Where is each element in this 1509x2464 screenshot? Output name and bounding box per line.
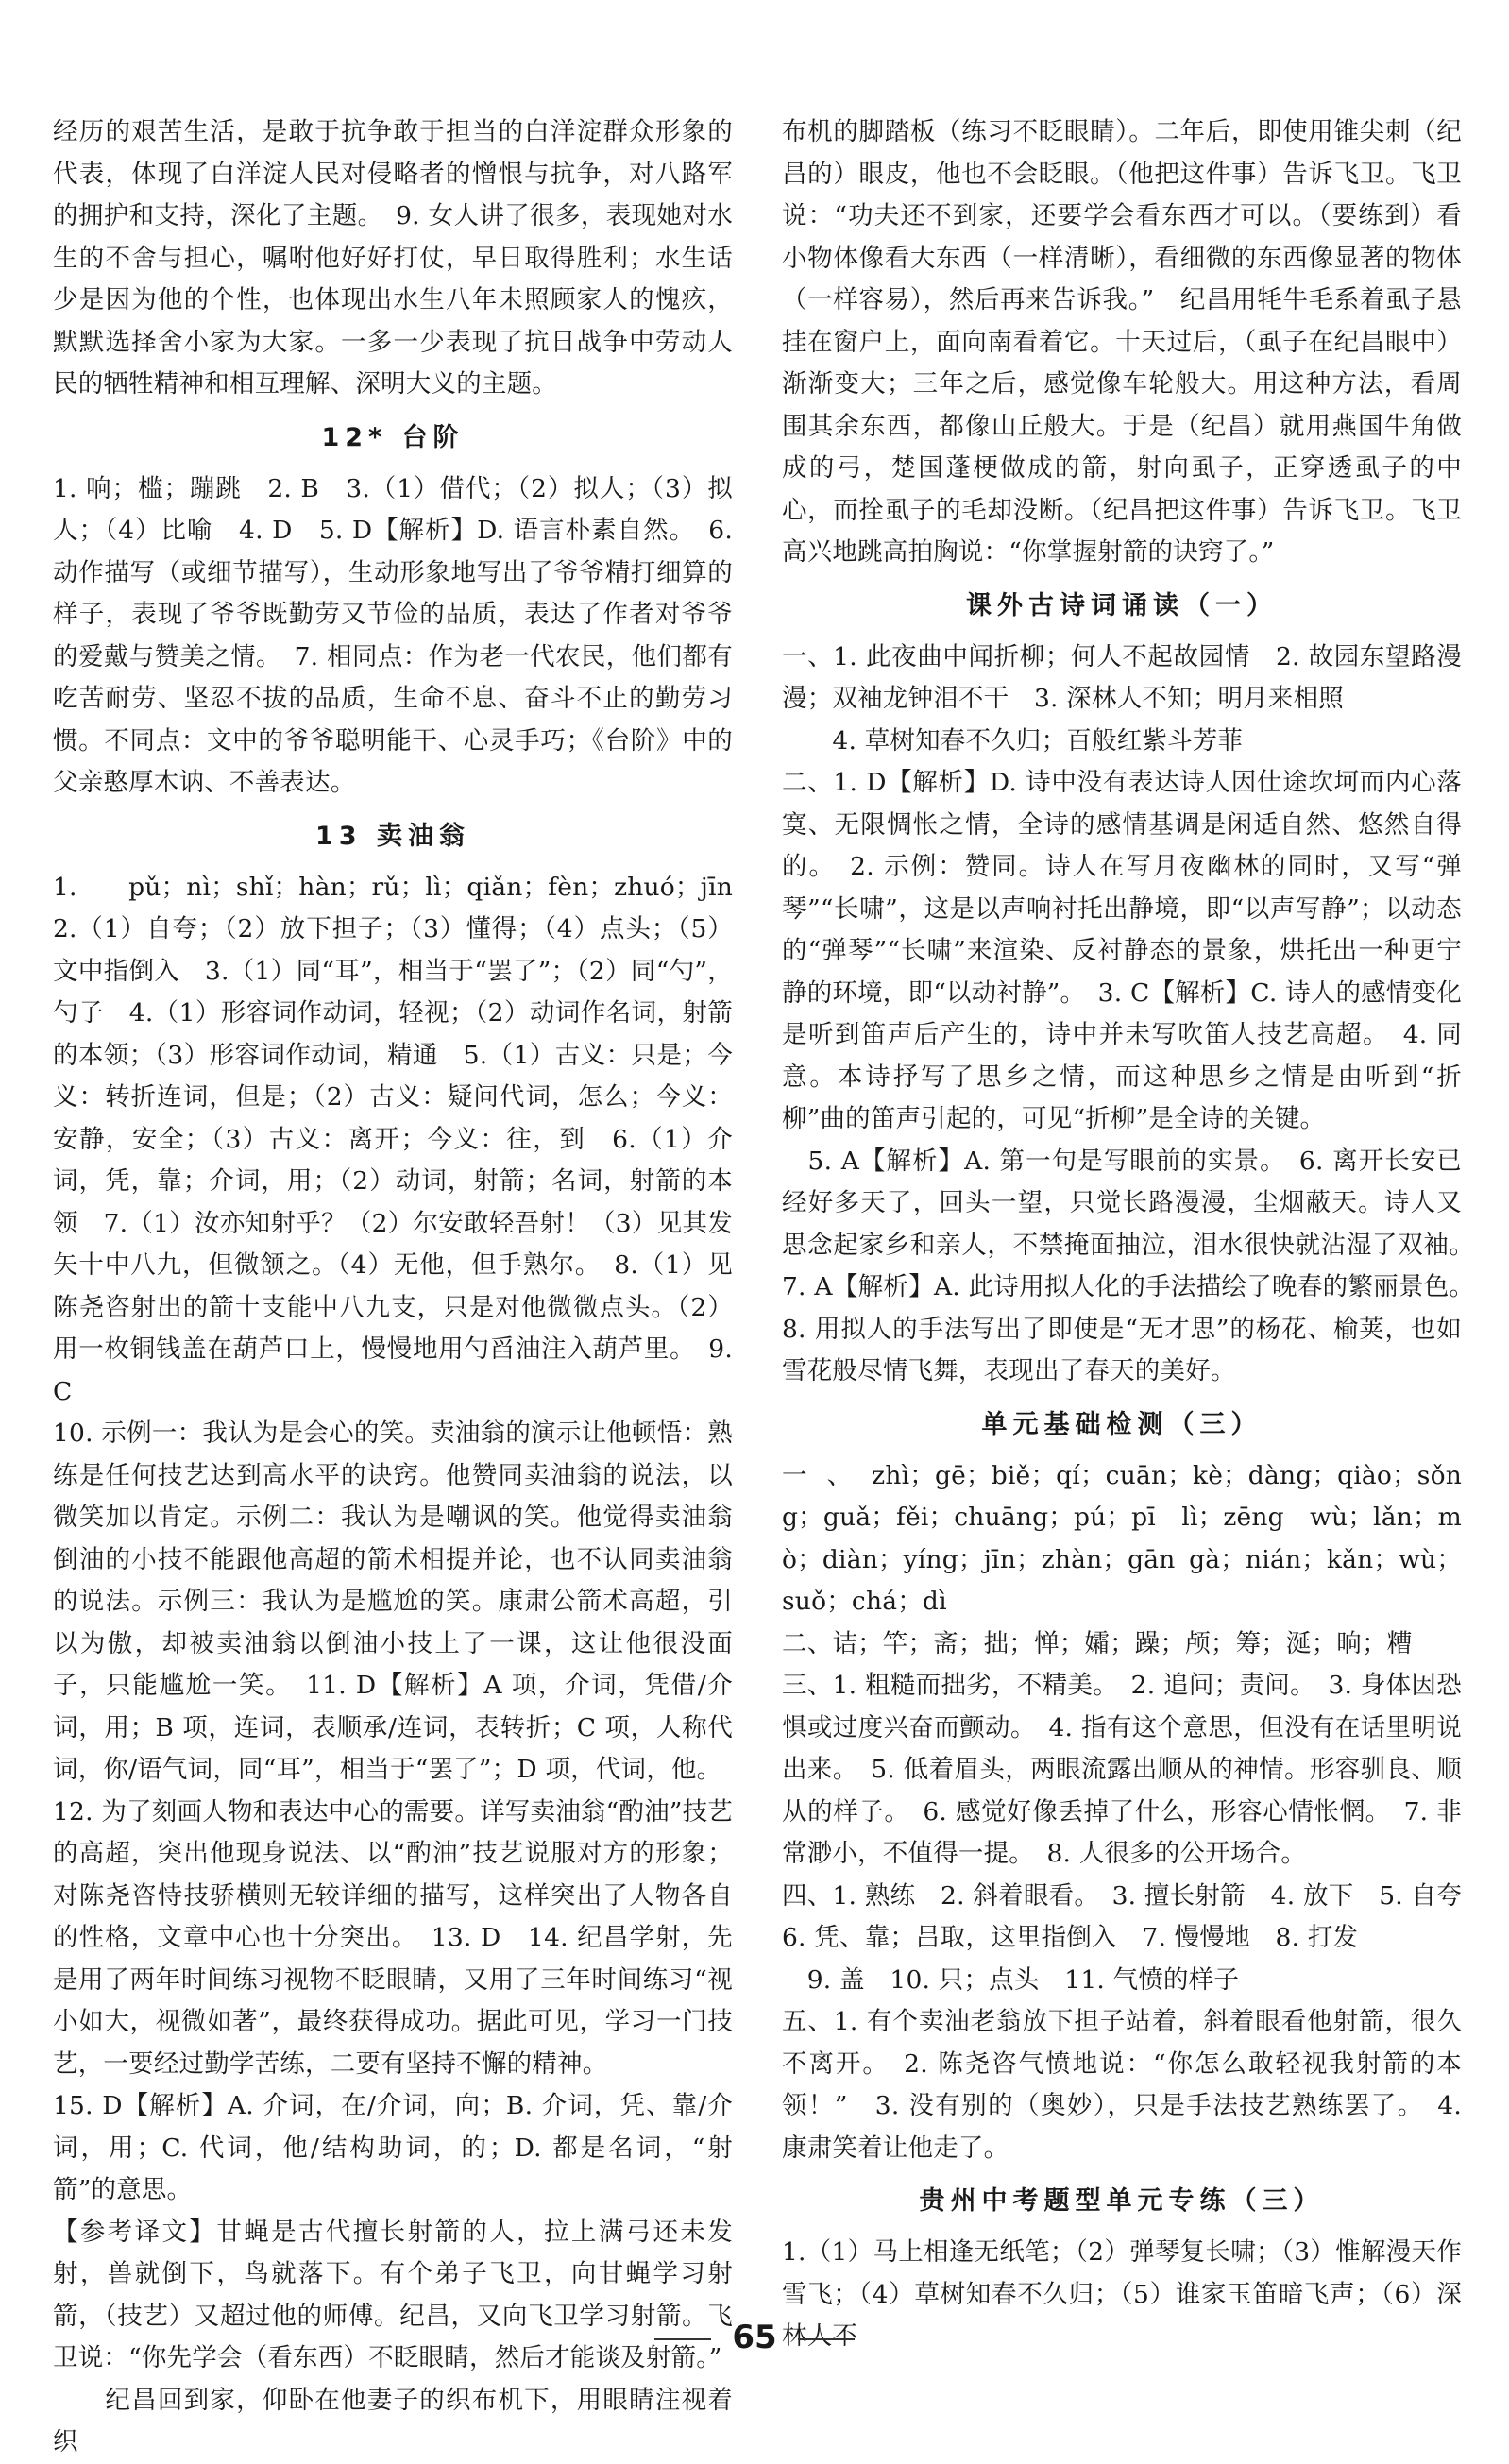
section-heading: 单元基础检测（三）: [981, 1409, 1263, 1439]
answer-paragraph: 四、1. 熟练 2. 斜着眼看。 3. 擅长射箭 4. 放下 5. 自夸 6. 凭、靠；吕取，这里指倒入 7. 慢慢地 8. 打发: [782, 1880, 1487, 1952]
page-number-text: 65: [732, 2319, 777, 2356]
answer-paragraph: 五、1. 有个卖油老翁放下担子站着，斜着眼看他射箭，很久不离开。 2. 陈尧咨气愤地说：“你怎么敢轻视我射箭的本领！” 3. 没有别的（奥妙），只是手法技艺熟练罢了。 4. 康肃笑着让他走了。: [782, 2007, 1462, 2163]
page-number-dash-right: [798, 2338, 855, 2340]
section-heading: 贵州中考题型单元专练（三）: [919, 2186, 1325, 2216]
answer-paragraph: 4. 草树知春不久归；百般红紫斗芳菲: [782, 725, 1244, 756]
right-column: [782, 111, 1487, 2358]
section-heading: 12* 台阶: [321, 422, 465, 452]
answer-paragraph: 二、1. D【解析】D. 诗中没有表达诗人因仕途坎坷而内心落寞、无限惆怅之情，全诗的感情基调是闲适自然、悠然自得的。 2. 示例：赞同。诗人在写月夜幽林的同时，又写“弹琴”“长啸”，这是以声响衬托出静境，即“以声写静”；以动态的“弹琴”“长啸”来渲染、反衬静态的景象，烘托出一种更宁静的环境，即“以动衬静”。 3. C【解析】C. 诗人的感情变化是听到笛声后产生的，诗中并未写吹笛人技艺高超。 4. 同意。本诗抒写了思乡之情，而这种思乡之情是由听到“折柳”曲的笛声引起的，可见“折柳”是全诗的关键。: [782, 768, 1462, 1133]
section-heading: 课外古诗词诵读（一）: [966, 590, 1278, 620]
answer-paragraph: 15. D【解析】A. 介词，在/介词，向；B. 介词，凭、靠/介词，用；C. 代词，他/结构助词，的；D. 都是名词，“射箭”的意思。: [53, 2091, 733, 2204]
answer-paragraph: 三、1. 粗糙而拙劣，不精美。 2. 追问；责问。 3. 身体因恐惧或过度兴奋而颤动。 4. 指有这个意思，但没有在话里明说出来。 5. 低着眉头，两眼流露出顺从的神情。形容驯良、顺从的样子。 6. 感觉好像丢掉了什么，形容心情怅惘。 7. 非常渺小，不值得一提。 8. 人很多的公开场合。: [782, 1671, 1462, 1868]
answer-paragraph: 纪昌回到家，仰卧在他妻子的织布机下，用眼睛注视着织: [53, 2385, 733, 2456]
answer-paragraph: 经历的艰苦生活，是敢于抗争敢于担当的白洋淀群众形象的代表，体现了白洋淀人民对侵略者的憎恨与抗争，对八路军的拥护和支持，深化了主题。 9. 女人讲了很多，表现她对水生的不舍与担心，嘱咐他好好打仗，早日取得胜利；水生话少是因为他的个性，也体现出水生八年未照顾家人的愧疚，默默选择舍小家为大家。一多一少表现了抗日战争中劳动人民的牺牲精神和相互理解、深明大义的主题。: [53, 117, 733, 399]
page-number: [0, 2319, 1509, 2356]
answer-paragraph: 二、诘；竿；斋；拙；惮；孀；躁；颅；筹；涎；晌；糟: [782, 1628, 1413, 1658]
answer-paragraph: 1.（1）马上相逢无纸笔；（2）弹琴复长啸；（3）惟解漫天作雪飞；（4）草树知春不久归；（5）谁家玉笛暗飞声；（6）深林人不: [782, 2237, 1462, 2351]
answer-paragraph: 1. 响；槛；蹦跳 2. B 3.（1）借代；（2）拟人；（3）拟人；（4）比喻 4. D 5. D【解析】D. 语言朴素自然。 6. 动作描写（或细节描写），生动形象地写出了爷爷精打细算的样子，表现了爷爷既勤劳又节俭的品质，表达了作者对爷爷的爱戴与赞美之情。 7. 相同点：作为老一代农民，他们都有吃苦耐劳、坚忍不拔的品质，生命不息、奋斗不止的勤劳习惯。不同点：文中的爷爷聪明能干、心灵手巧；《台阶》中的父亲憨厚木讷、不善表达。: [53, 473, 733, 797]
answer-paragraph: 10. 示例一：我认为是会心的笑。卖油翁的演示让他顿悟：熟练是任何技艺达到高水平的诀窍。他赞同卖油翁的说法，以微笑加以肯定。示例二：我认为是嘲讽的笑。他觉得卖油翁倒油的小技不能跟他高超的箭术相提并论，也不认同卖油翁的说法。示例三：我认为是尴尬的笑。康肃公箭术高超，引以为傲，却被卖油翁以倒油小技上了一课，这让他很没面子，只能尴尬一笑。 11. D【解析】A 项，介词，凭借/介词，用；B 项，连词，表顺承/连词，表转折；C 项，人称代词，你/语气词，同“耳”，相当于“罢了”；D 项，代词，他。: [53, 1419, 733, 1784]
answer-paragraph: 【参考译文】甘蝇是古代擅长射箭的人，拉上满弓还未发射，兽就倒下，鸟就落下。有个弟子飞卫，向甘蝇学习射箭，（技艺）又超过他的师傅。纪昌，又向飞卫学习射箭。飞卫说：“你先学会（看东西）不眨眼睛，然后才能谈及射箭。”: [53, 2217, 733, 2372]
answer-paragraph: 一、1. 此夜曲中闻折柳；何人不起故园情 2. 故园东望路漫漫；双袖龙钟泪不干 3. 深林人不知；明月来相照: [782, 641, 1462, 713]
answer-paragraph: 12. 为了刻画人物和表达中心的需要。详写卖油翁“酌油”技艺的高超，突出他现身说法、以“酌油”技艺说服对方的形象；对陈尧咨恃技骄横则无较详细的描写，这样突出了人物各自的性格，文章中心也十分突出。 13. D 14. 纪昌学射，先是用了两年时间练习视物不眨眼睛，又用了三年时间练习“视小如大，视微如著”，最终获得成功。据此可见，学习一门技艺，一要经过勤学苦练，二要有坚持不懈的精神。: [53, 1796, 733, 2079]
page-number-dash-left: [654, 2338, 711, 2340]
answer-paragraph: 9. 盖 10. 只；点头 11. 气愤的样子: [782, 1964, 1240, 1995]
answer-paragraph: 1. pǔ；nì；shǐ；hàn；rǔ；lì；qiǎn；fèn；zhuó；jīn 2.（1）自夸；（2）放下担子；（3）懂得；（4）点头；（5）文中指倒入 3.（1）同“耳”，相当于“罢了”；（2）同“勺”，勺子 4.（1）形容词作动词，轻视；（2）动词作名词，射箭的本领；（3）形容词作动词，精通 5.（1）古义：只是；今义：转折连词，但是；（2）古义：疑问代词，怎么；今义：安静，安全；（3）古义：离开；今义：往，到 6.（1）介词，凭，靠；介词，用；（2）动词，射箭；名词，射箭的本领 7.（1）汝亦知射乎？（2）尔安敢轻吾射！（3）见其发矢十中八九，但微颔之。（4）无他，但手熟尔。 8.（1）见陈尧咨射出的箭十支能中八九支，只是对他微微点头。（2）用一枚铜钱盖在葫芦口上，慢慢地用勺舀油注入葫芦里。 9. C: [53, 872, 758, 1406]
answer-paragraph: 一、zhì；gē；biě；qí；cuān；kè；dàng；qiào；sǒng；guǎ；fěi；chuāng；pú；pī lì；zēng wù；lǎn；mò；diàn；yíng；jīn；zhàn；gān gà；nián；kǎn；wù；suǒ；chá；dì: [782, 1460, 1462, 1616]
section-heading: 13 卖油翁: [315, 821, 470, 851]
answer-paragraph: 5. A【解析】A. 第一句是写眼前的实景。 6. 离开长安已经好多天了，回头一望，只觉长路漫漫，尘烟蔽天。诗人又思念起家乡和亲人，不禁掩面抽泣，泪水很快就沾湿了双袖。 7. A【解析】A. 此诗用拟人化的手法描绘了晚春的繁丽景色。 8. 用拟人的手法写出了即使是“无才思”的杨花、榆荚，也如雪花般尽情飞舞，表现出了春天的美好。: [782, 1146, 1487, 1385]
answer-paragraph: 布机的脚踏板（练习不眨眼睛）。二年后，即使用锥尖刺（纪昌的）眼皮，他也不会眨眼。（他把这件事）告诉飞卫。飞卫说：“功夫还不到家，还要学会看东西才可以。（要练到）看小物体像看大东西（一样清晰），看细微的东西像显著的物体（一样容易），然后再来告诉我。” 纪昌用牦牛毛系着虱子悬挂在窗户上，面向南看着它。十天过后，（虱子在纪昌眼中）渐渐变大；三年之后，感觉像车轮般大。用这种方法，看周围其余东西，都像山丘般大。于是（纪昌）就用燕国牛角做成的弓，楚国蓬梗做成的箭，射向虱子，正穿透虱子的中心，而拴虱子的毛却没断。（纪昌把这件事）告诉飞卫。飞卫高兴地跳高拍胸说：“你掌握射箭的诀窍了。”: [782, 117, 1462, 567]
